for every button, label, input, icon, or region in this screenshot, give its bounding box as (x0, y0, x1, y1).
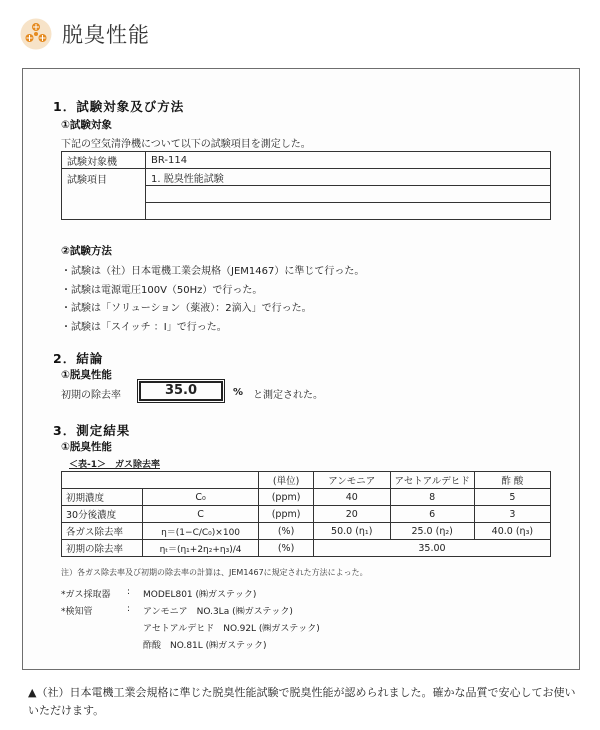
detector-item: 酢酸 NO.81L (㈱ガステック) (143, 641, 267, 651)
conclusion-suffix: と測定された。 (253, 390, 323, 401)
section2-heading: 2．結論 (53, 351, 104, 366)
row-unit: (ppm) (259, 506, 314, 523)
cell-ammonia: 20 (313, 506, 390, 523)
page-title: 脱臭性能 (62, 23, 150, 47)
target-value: BR-114 (146, 152, 551, 169)
cell-acetaldehyde: 8 (390, 489, 474, 506)
section3-heading: 3．測定結果 (53, 423, 131, 438)
method-item: ・試験は「ソリューション（薬液）：2滴入」で行った。 (61, 303, 312, 314)
detector-item: アセトアルデヒド NO.92L (㈱ガステック) (143, 624, 320, 634)
method-item: ・試験は電源電圧100V（50Hz）で行った。 (61, 285, 263, 296)
section1-sub1: ①試験対象 (61, 119, 112, 131)
section2-sub: ①脱臭性能 (61, 369, 112, 381)
items-label: 試験項目 (62, 169, 146, 220)
section1-intro: 下記の空気清浄機について以下の試験項目を測定した。 (61, 139, 311, 150)
detector-separator: : (127, 604, 131, 614)
row-symbol: C₀ (142, 489, 258, 506)
page-header (20, 14, 150, 54)
method-item: ・試験は（社）日本電機工業会規格（JEM1467）に準じて行った。 (61, 266, 365, 277)
section1-sub2: ②試験方法 (61, 245, 112, 257)
sampler-separator: : (127, 587, 131, 597)
row-unit: (ppm) (259, 489, 314, 506)
snowflake-cluster-icon (20, 18, 52, 50)
cell-acetaldehyde: 25.0 (η₂) (390, 523, 474, 540)
items-value: 1. 脱臭性能試験 (146, 169, 551, 186)
results-table-title: ＜表-1＞ ガス除去率 (69, 460, 160, 470)
cell-acetaldehyde: 6 (390, 506, 474, 523)
cell-acetic-acid: 40.0 (η₃) (474, 523, 550, 540)
row-symbol: η＝(1−C/C₀)×100 (142, 523, 258, 540)
row-unit: (%) (259, 540, 314, 557)
overall-removal-rate: 35.00 (313, 540, 550, 557)
row-unit: (%) (259, 523, 314, 540)
sampler-value: MODEL801 (㈱ガステック) (143, 590, 257, 600)
detector-item: アンモニア NO.3La (㈱ガステック) (143, 607, 293, 617)
target-table (61, 151, 551, 220)
conclusion-unit: % (233, 387, 244, 398)
cell-ammonia: 50.0 (η₁) (313, 523, 390, 540)
conclusion-value-box: 35.0 (139, 381, 223, 401)
calculation-note: 注）各ガス除去率及び初期の除去率の計算は、JEM1467に規定された方法によった。 (61, 568, 368, 577)
target-label: 試験対象機 (62, 152, 146, 169)
conclusion-label: 初期の除去率 (61, 390, 121, 401)
table-row (62, 506, 551, 523)
header-blank (62, 472, 259, 489)
row-label: 初期の除去率 (62, 540, 143, 557)
table-row (62, 540, 551, 557)
section3-sub: ①脱臭性能 (61, 441, 112, 453)
column-header: 酢 酸 (474, 472, 550, 489)
detector-label: *検知管 (61, 607, 93, 617)
row-symbol: C (142, 506, 258, 523)
table-row (62, 152, 551, 169)
cell-acetic-acid: 3 (474, 506, 550, 523)
table-row (62, 169, 551, 186)
column-header: アセトアルデヒド (390, 472, 474, 489)
empty-cell (146, 203, 551, 220)
row-label: 各ガス除去率 (62, 523, 143, 540)
table-row (62, 489, 551, 506)
empty-cell (146, 186, 551, 203)
column-header: アンモニア (313, 472, 390, 489)
sampler-label: *ガス採取器 (61, 590, 111, 600)
cell-ammonia: 40 (313, 489, 390, 506)
row-label: 30分後濃度 (62, 506, 143, 523)
test-report-document (22, 68, 580, 670)
row-label: 初期濃度 (62, 489, 143, 506)
table-header-row (62, 472, 551, 489)
section1-heading: 1．試験対象及び方法 (53, 99, 185, 114)
column-header: (単位) (259, 472, 314, 489)
row-symbol: ηₜ＝(η₁+2η₂+η₃)/4 (142, 540, 258, 557)
method-item: ・試験は「スイッチ ：Ⅰ」で行った。 (61, 322, 227, 333)
table-row (62, 523, 551, 540)
results-table (61, 471, 551, 557)
cell-acetic-acid: 5 (474, 489, 550, 506)
caption-text: ▲（社）日本電機工業会規格に準じた脱臭性能試験で脱臭性能が認められました。確かな品質で安心してお使いいただけます。 (28, 686, 576, 717)
